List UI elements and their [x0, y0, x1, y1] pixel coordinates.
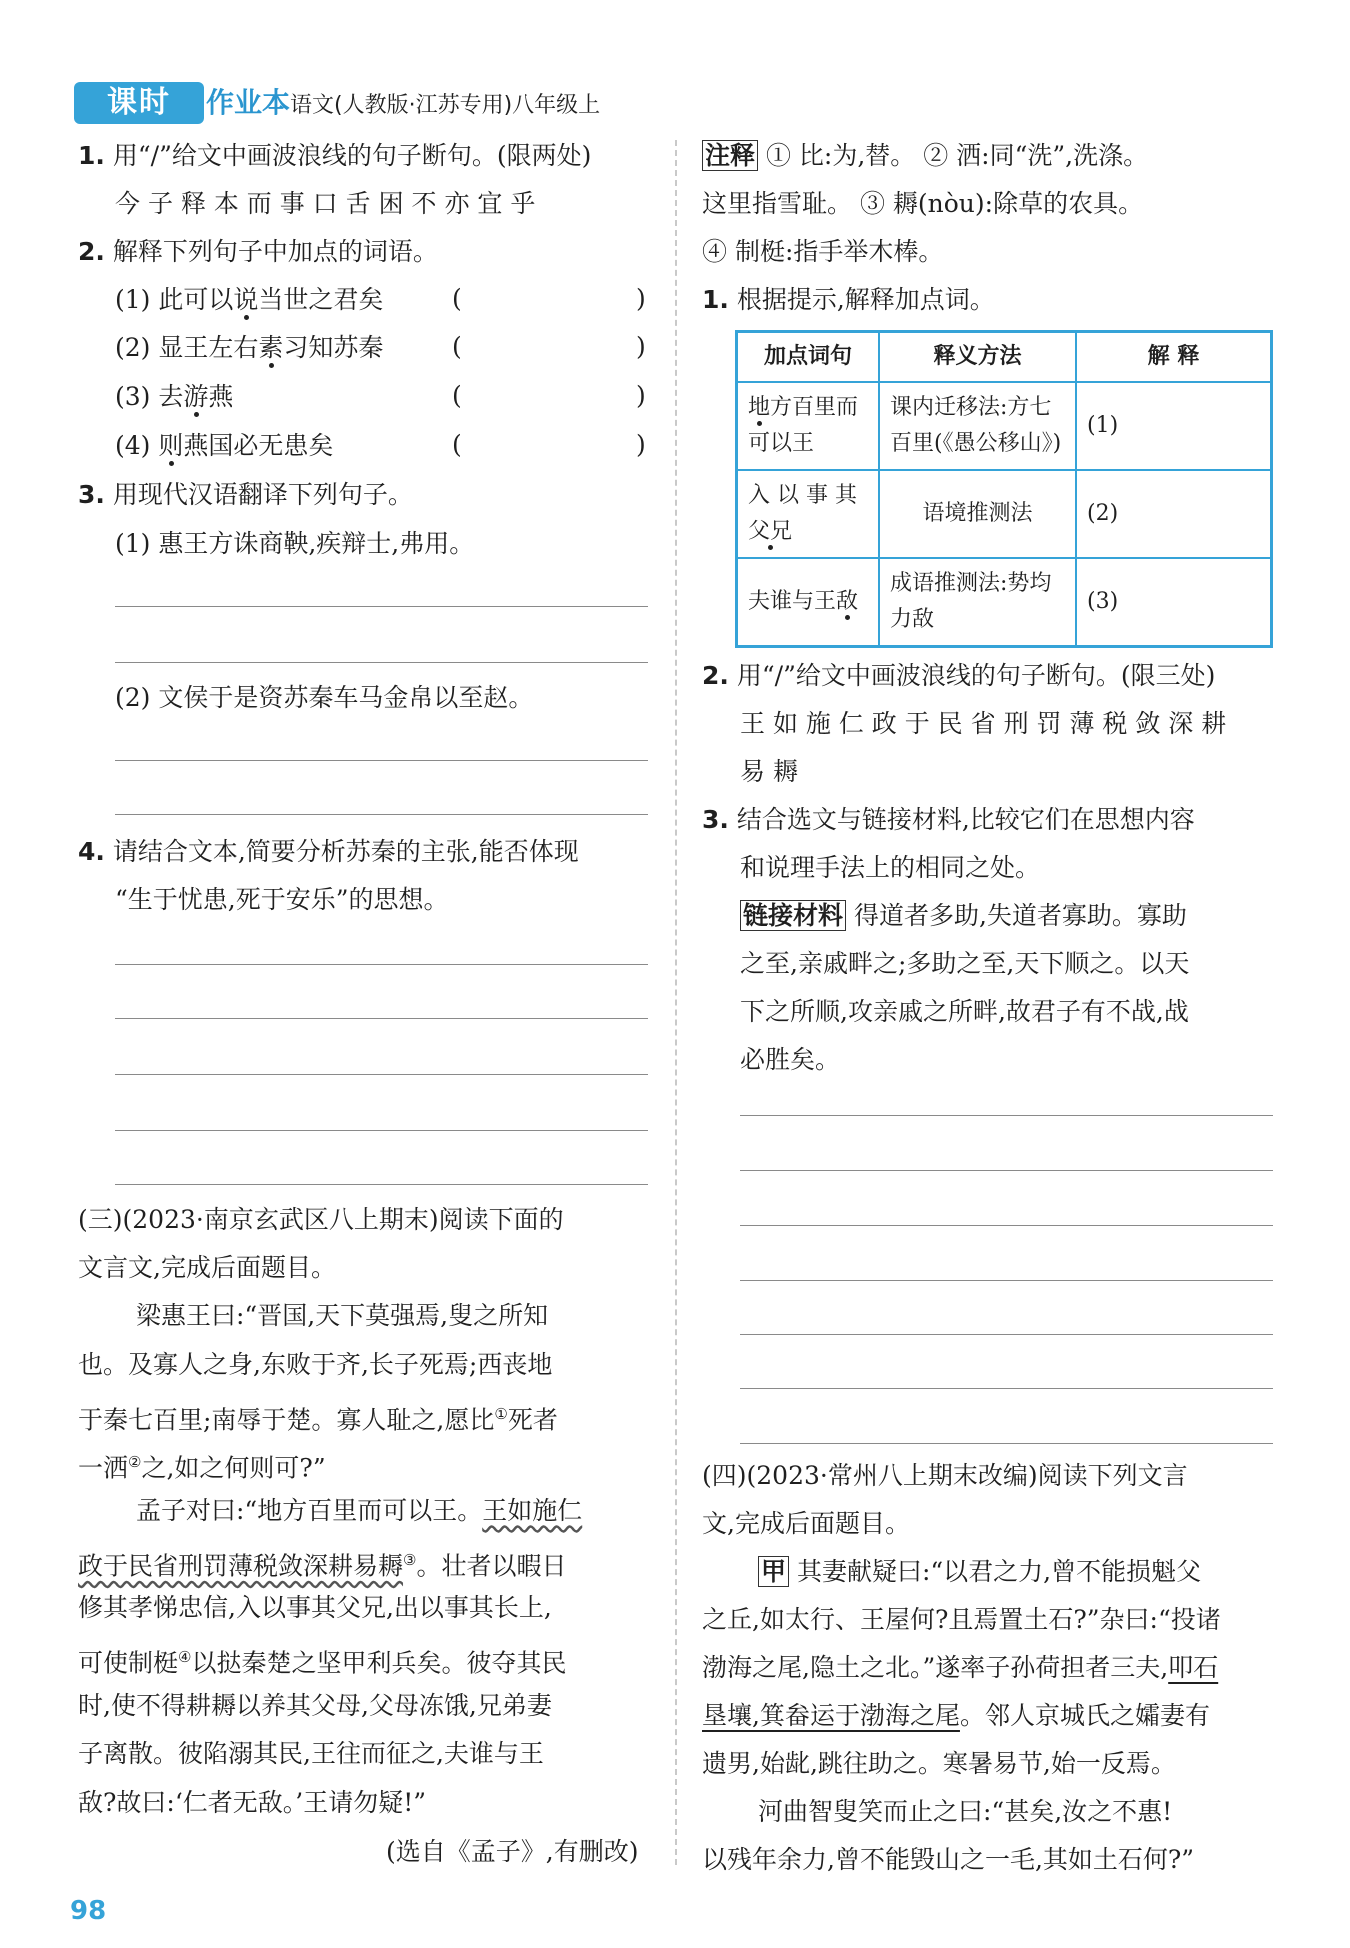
link-material: 链接材料 得道者多助,失道者寡助。寡助 [740, 900, 1187, 932]
notes-line3: ④ 制梃:指手举木棒。 [702, 237, 944, 266]
answer-paren-open: ( [452, 284, 462, 313]
answer-line[interactable] [115, 760, 648, 761]
sec4-title-2: 文,完成后面题目。 [702, 1509, 910, 1538]
left-q2: 2. 解释下列句子中加点的词语。 [78, 237, 438, 266]
left-q2-item-1: (1) 此可以说当世之君矣 [115, 285, 384, 314]
sec3-para-line: 时,使不得耕耨以养其父母,父母冻饿,兄弟妻 [78, 1691, 552, 1720]
sec3-source: (选自《孟子》,有删改) [386, 1837, 639, 1866]
sec3-title-2: 文言文,完成后面题目。 [78, 1253, 336, 1282]
table-header: 释义方法 [879, 332, 1076, 383]
answer-paren-open: ( [452, 381, 462, 410]
right-q3: 3. 结合选文与链接材料,比较它们在思想内容 [702, 805, 1195, 834]
table-cell: 夫谁与王敌 [737, 558, 880, 646]
answer-line[interactable] [115, 1018, 648, 1019]
brand-logo-sub: 作业本 [206, 86, 291, 119]
table-cell[interactable]: (1) [1076, 382, 1272, 470]
link-material-line: 之至,亲戚畔之;多助之至,天下顺之。以天 [740, 949, 1190, 978]
page-number: 98 [70, 1896, 107, 1926]
answer-line[interactable] [115, 1184, 648, 1185]
answer-line[interactable] [115, 964, 648, 965]
table-cell: 地方百里而 可以王 [737, 382, 880, 470]
sec4-para-line: 之丘,如太行、王屋何?且焉置土石?”杂曰:“投诸 [702, 1605, 1221, 1634]
answer-line[interactable] [740, 1388, 1273, 1389]
table-cell: 语境推测法 [879, 470, 1076, 558]
brand-logo: 课时 [74, 82, 204, 124]
answer-line[interactable] [740, 1170, 1273, 1171]
sec3-para-line: 可使制梃④以挞秦楚之坚甲利兵矣。彼夺其民 [78, 1648, 567, 1678]
sec4-para-line: 甲 其妻献疑曰:“以君之力,曾不能损魁父 [758, 1556, 1201, 1588]
right-q3-line2: 和说理手法上的相同之处。 [740, 853, 1041, 882]
definition-table [735, 330, 1273, 648]
left-q3: 3. 用现代汉语翻译下列句子。 [78, 480, 413, 509]
sec3-para-line: 敌?故曰:‘仁者无敌。’王请勿疑!” [78, 1788, 427, 1817]
sec3-para-line: 也。及寡人之身,东败于齐,长子死焉;西丧地 [78, 1350, 553, 1379]
subject-title: 语文(人教版·江苏专用)八年级上 [290, 93, 601, 118]
sec3-para-line: 于秦七百里;南辱于楚。寡人耻之,愿比①死者 [78, 1405, 558, 1435]
left-q2-item-2: (2) 显王左右素习知苏秦 [115, 333, 384, 362]
right-q2: 2. 用“/”给文中画波浪线的句子断句。(限三处) [702, 661, 1216, 690]
notes-label: 注释 [702, 140, 758, 171]
sec4-title: (四)(2023·常州八上期末改编)阅读下列文言 [702, 1461, 1188, 1490]
answer-paren-close: ) [636, 381, 646, 410]
link-material-line: 必胜矣。 [740, 1045, 841, 1074]
right-q2-passage: 王 如 施 仁 政 于 民 省 刑 罚 薄 税 敛 深 耕 [740, 709, 1227, 738]
left-q1: 1. 用“/”给文中画波浪线的句子断句。(限两处) [78, 141, 592, 170]
left-q2-item-4: (4) 则燕国必无患矣 [115, 431, 334, 460]
table-row [737, 382, 1272, 470]
table-cell: 课内迁移法:方七百里(《愚公移山》) [879, 382, 1076, 470]
left-q3-s2: (2) 文侯于是资苏秦车马金帛以至赵。 [115, 683, 534, 712]
answer-line[interactable] [740, 1334, 1273, 1335]
table-cell: 成语推测法:势均 力敌 [879, 558, 1076, 646]
answer-line[interactable] [740, 1115, 1273, 1116]
jia-label: 甲 [758, 1556, 789, 1587]
sec3-para-line: 孟子对曰:“地方百里而可以王。王如施仁 [136, 1496, 583, 1525]
answer-paren-close: ) [636, 332, 646, 361]
answer-line[interactable] [115, 662, 648, 663]
left-q4: 4. 请结合文本,简要分析苏秦的主张,能否体现 [78, 837, 579, 866]
table-header: 加点词句 [737, 332, 880, 383]
sec4-para-line: 以残年余力,曾不能毁山之一毛,其如土石何?” [702, 1845, 1195, 1874]
table-cell: 入 以 事 其 父兄 [737, 470, 880, 558]
answer-line[interactable] [115, 1130, 648, 1131]
link-material-label: 链接材料 [740, 900, 846, 931]
notes: 注释 ① 比:为,替。 ② 洒:同“洗”,洗涤。 [702, 140, 1148, 172]
answer-line[interactable] [740, 1280, 1273, 1281]
link-material-line: 下之所顺,攻亲戚之所畔,故君子有不战,战 [740, 997, 1189, 1026]
sec3-para-line: 政于民省刑罚薄税敛深耕易耨③。壮者以暇日 [78, 1551, 567, 1581]
left-q1-passage: 今 子 释 本 而 事 口 舌 困 不 亦 宜 乎 [115, 189, 536, 218]
sec4-para-line: 河曲智叟笑而止之曰:“甚矣,汝之不惠! [758, 1797, 1173, 1826]
answer-paren-close: ) [636, 430, 646, 459]
sec3-para-line: 修其孝悌忠信,入以事其父兄,出以事其长上, [78, 1593, 552, 1622]
answer-paren-open: ( [452, 332, 462, 361]
answer-line[interactable] [115, 814, 648, 815]
sec3-para-line: 子离散。彼陷溺其民,王往而征之,夫谁与王 [78, 1739, 544, 1768]
left-q2-item-3: (3) 去游燕 [115, 382, 234, 411]
table-cell[interactable]: (3) [1076, 558, 1272, 646]
answer-line[interactable] [740, 1443, 1273, 1444]
table-cell[interactable]: (2) [1076, 470, 1272, 558]
table-row [737, 470, 1272, 558]
sec3-title: (三)(2023·南京玄武区八上期末)阅读下面的 [78, 1205, 564, 1234]
left-q4-line2: “生于忧患,死于安乐”的思想。 [115, 885, 449, 914]
notes-line2: 这里指雪耻。 ③ 耨(nòu):除草的农具。 [702, 189, 1144, 218]
answer-paren-close: ) [636, 284, 646, 313]
answer-line[interactable] [115, 1074, 648, 1075]
answer-paren-open: ( [452, 430, 462, 459]
table-header: 解 释 [1076, 332, 1272, 383]
sec3-para-line: 一洒②之,如之何则可?” [78, 1453, 326, 1483]
right-q2-passage-2: 易 耨 [740, 757, 798, 786]
answer-line[interactable] [740, 1225, 1273, 1226]
right-q1: 1. 根据提示,解释加点词。 [702, 285, 995, 314]
sec3-para-line: 梁惠王曰:“晋国,天下莫强焉,叟之所知 [136, 1301, 549, 1330]
sec4-para-line: 垦壤,箕畚运于渤海之尾。邻人京城氏之孀妻有 [702, 1701, 1210, 1730]
sec4-para-line: 渤海之尾,隐土之北。”遂率子孙荷担者三夫,叩石 [702, 1653, 1219, 1682]
answer-line[interactable] [115, 606, 648, 607]
sec4-para-line: 遗男,始龀,跳往助之。寒暑易节,始一反焉。 [702, 1749, 1176, 1778]
column-divider [675, 140, 677, 1865]
left-q3-s1: (1) 惠王方诛商鞅,疾辩士,弗用。 [115, 529, 475, 558]
table-row [737, 558, 1272, 646]
